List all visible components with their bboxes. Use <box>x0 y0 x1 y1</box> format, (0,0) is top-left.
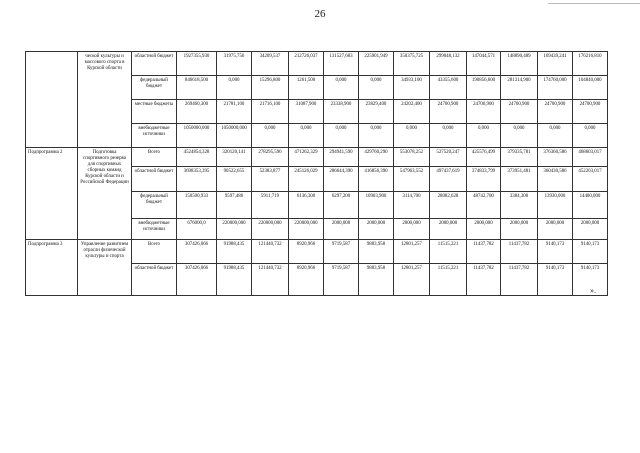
page-number: 26 <box>314 8 326 20</box>
value-cell: 0,000 <box>501 124 538 148</box>
value-cell: 31087,900 <box>289 100 324 124</box>
funding-source-cell: внебюджетные источники <box>132 219 177 240</box>
value-cell: 0,000 <box>538 124 573 148</box>
table-row <box>26 240 608 264</box>
value-cell: 11515,221 <box>430 240 467 264</box>
value-cell: 2000,000 <box>324 219 359 240</box>
value-cell: 121440,732 <box>252 240 289 264</box>
value-cell: 11437,782 <box>501 240 538 264</box>
value-cell: 0,000 <box>359 124 394 148</box>
value-cell: 2000,000 <box>359 219 394 240</box>
value-cell: 28082,628 <box>430 192 467 219</box>
value-cell: 9140,173 <box>538 240 573 264</box>
value-cell: 43355,600 <box>430 76 467 100</box>
value-cell: 245126,029 <box>289 167 324 192</box>
value-cell: 131527,683 <box>324 52 359 76</box>
value-cell: 9597,486 <box>217 192 252 219</box>
value-cell: 1927355,930 <box>177 52 217 76</box>
value-cell: 31975,756 <box>217 52 252 76</box>
value-cell: 2000,000 <box>538 219 573 240</box>
value-cell: 278295,596 <box>252 148 289 167</box>
value-cell: 350375,725 <box>394 52 430 76</box>
value-cell: 2000,000 <box>501 219 538 240</box>
value-cell: 299048,132 <box>430 52 467 76</box>
funding-source-cell: областной бюджет <box>132 52 177 76</box>
funding-source-cell: Всего <box>132 148 177 167</box>
value-cell: 48742,700 <box>467 192 501 219</box>
value-cell: 9719,587 <box>324 264 359 296</box>
value-cell: 1261,500 <box>289 76 324 100</box>
value-cell: 176216,810 <box>573 52 608 76</box>
value-cell: 0,000 <box>359 76 394 100</box>
funding-source-cell: Всего <box>132 240 177 264</box>
program-cell: Подпрограмма 3 <box>26 240 78 296</box>
value-cell: 190856,600 <box>467 76 501 100</box>
value-cell: 34209,537 <box>252 52 289 76</box>
value-cell: 23338,900 <box>324 100 359 124</box>
program-name-cell: Подготовка спортивного резерва для спортивных сборных команд Курской области и Российской Федерации <box>78 148 132 240</box>
value-cell: 90522,655 <box>217 167 252 192</box>
value-cell: 0,000 <box>324 124 359 148</box>
page-edge-mark <box>548 0 640 4</box>
value-cell: 1050000,000 <box>177 124 217 148</box>
value-cell: 2000,000 <box>394 219 430 240</box>
value-cell: 9140,173 <box>573 264 608 296</box>
value-cell: 52383,877 <box>252 167 289 192</box>
value-cell: 121440,732 <box>252 264 289 296</box>
value-cell: 15296,800 <box>252 76 289 100</box>
value-cell: 34933,100 <box>394 76 430 100</box>
value-cell: 6136,300 <box>289 192 324 219</box>
value-cell: 14400,000 <box>573 192 608 219</box>
value-cell: 9140,173 <box>573 240 608 264</box>
value-cell: 174760,000 <box>538 76 573 100</box>
value-cell: 0,000 <box>430 124 467 148</box>
value-cell: 0,000 <box>394 124 430 148</box>
value-cell: 294941,590 <box>324 148 359 167</box>
value-cell: 225901,949 <box>359 52 394 76</box>
value-cell: 8920,966 <box>289 240 324 264</box>
value-cell: 24700,900 <box>573 100 608 124</box>
value-cell: 269460,300 <box>177 100 217 124</box>
value-cell: 676000,0 <box>177 219 217 240</box>
value-cell: 846618,500 <box>177 76 217 100</box>
budget-table <box>25 51 608 296</box>
value-cell: 9883,958 <box>359 264 394 296</box>
value-cell: 212726,037 <box>289 52 324 76</box>
value-cell: 8920,966 <box>289 264 324 296</box>
value-cell: 9140,173 <box>538 264 573 296</box>
value-cell: 220000,000 <box>289 219 324 240</box>
value-cell: 547963,552 <box>394 167 430 192</box>
value-cell: 150500,933 <box>177 192 217 219</box>
value-cell: 1050000,000 <box>217 124 252 148</box>
funding-source-cell: федеральный бюджет <box>132 76 177 100</box>
value-cell: 11515,221 <box>430 264 467 296</box>
value-cell: 452203,017 <box>573 167 608 192</box>
budget-table-body <box>26 52 608 296</box>
value-cell: 2000,000 <box>573 219 608 240</box>
value-cell: 24700,900 <box>501 100 538 124</box>
value-cell: 4524854,328 <box>177 148 217 167</box>
value-cell: 320120,141 <box>217 148 252 167</box>
value-cell: 10903,900 <box>359 192 394 219</box>
program-name-cell: Управление развитием отрасли физической культуры и спорта <box>78 240 132 296</box>
funding-source-cell: областной бюджет <box>132 264 177 296</box>
value-cell: 220000,000 <box>252 219 289 240</box>
table-row <box>26 52 608 76</box>
budget-table-container <box>25 51 608 296</box>
value-cell: 11437,782 <box>467 264 501 296</box>
value-cell: 0,000 <box>252 124 289 148</box>
value-cell: 497437,619 <box>430 167 467 192</box>
value-cell: 360430,586 <box>538 167 573 192</box>
value-cell: 307426,066 <box>177 240 217 264</box>
value-cell: 24202,400 <box>394 100 430 124</box>
value-cell: 425576,499 <box>467 148 501 167</box>
table-row <box>26 148 608 167</box>
value-cell: 3698353,395 <box>177 167 217 192</box>
value-cell: 220000,000 <box>217 219 252 240</box>
value-cell: 429760,290 <box>359 148 394 167</box>
funding-source-cell: местные бюджеты <box>132 100 177 124</box>
value-cell: 23829,400 <box>359 100 394 124</box>
program-cell: Подпрограмма 2 <box>26 148 78 240</box>
value-cell: 471262,329 <box>289 148 324 167</box>
value-cell: 147044,571 <box>467 52 501 76</box>
value-cell: 468603,017 <box>573 148 608 167</box>
value-cell: 91988,435 <box>217 240 252 264</box>
value-cell: 11437,782 <box>501 264 538 296</box>
funding-source-cell: федеральный бюджет <box>132 192 177 219</box>
value-cell: 21781,100 <box>217 100 252 124</box>
value-cell: 91988,435 <box>217 264 252 296</box>
value-cell: 374833,799 <box>467 167 501 192</box>
value-cell: 9883,958 <box>359 240 394 264</box>
value-cell: 3114,700 <box>394 192 430 219</box>
value-cell: 9719,587 <box>324 240 359 264</box>
value-cell: 2000,000 <box>467 219 501 240</box>
value-cell: 2000,000 <box>430 219 467 240</box>
value-cell: 169439,241 <box>538 52 573 76</box>
value-cell: 13930,000 <box>538 192 573 219</box>
value-cell: 0,000 <box>217 76 252 100</box>
value-cell: 373951,481 <box>501 167 538 192</box>
value-cell: 6297,200 <box>324 192 359 219</box>
value-cell: 527520,247 <box>430 148 467 167</box>
end-mark: ». <box>590 286 596 295</box>
value-cell: 379335,781 <box>501 148 538 167</box>
value-cell: 0,000 <box>467 124 501 148</box>
program-cell <box>26 52 78 148</box>
value-cell: 0,000 <box>573 124 608 148</box>
value-cell: 24700,900 <box>430 100 467 124</box>
value-cell: 416856,390 <box>359 167 394 192</box>
funding-source-cell: областной бюджет <box>132 167 177 192</box>
value-cell: 5911,719 <box>252 192 289 219</box>
value-cell: 307426,066 <box>177 264 217 296</box>
value-cell: 376360,586 <box>538 148 573 167</box>
value-cell: 12801,257 <box>394 264 430 296</box>
value-cell: 553078,252 <box>394 148 430 167</box>
program-name-cell: ческой культуры и массового спорта в Курской области <box>78 52 132 148</box>
value-cell: 11437,782 <box>467 240 501 264</box>
value-cell: 286644,390 <box>324 167 359 192</box>
value-cell: 0,000 <box>324 76 359 100</box>
value-cell: 148890,489 <box>501 52 538 76</box>
value-cell: 24700,900 <box>538 100 573 124</box>
value-cell: 281314,900 <box>501 76 538 100</box>
funding-source-cell: внебюджетные источники <box>132 124 177 148</box>
value-cell: 12801,257 <box>394 240 430 264</box>
value-cell: 104840,000 <box>573 76 608 100</box>
value-cell: 21716,100 <box>252 100 289 124</box>
value-cell: 3384,300 <box>501 192 538 219</box>
value-cell: 0,000 <box>289 124 324 148</box>
value-cell: 24700,900 <box>467 100 501 124</box>
